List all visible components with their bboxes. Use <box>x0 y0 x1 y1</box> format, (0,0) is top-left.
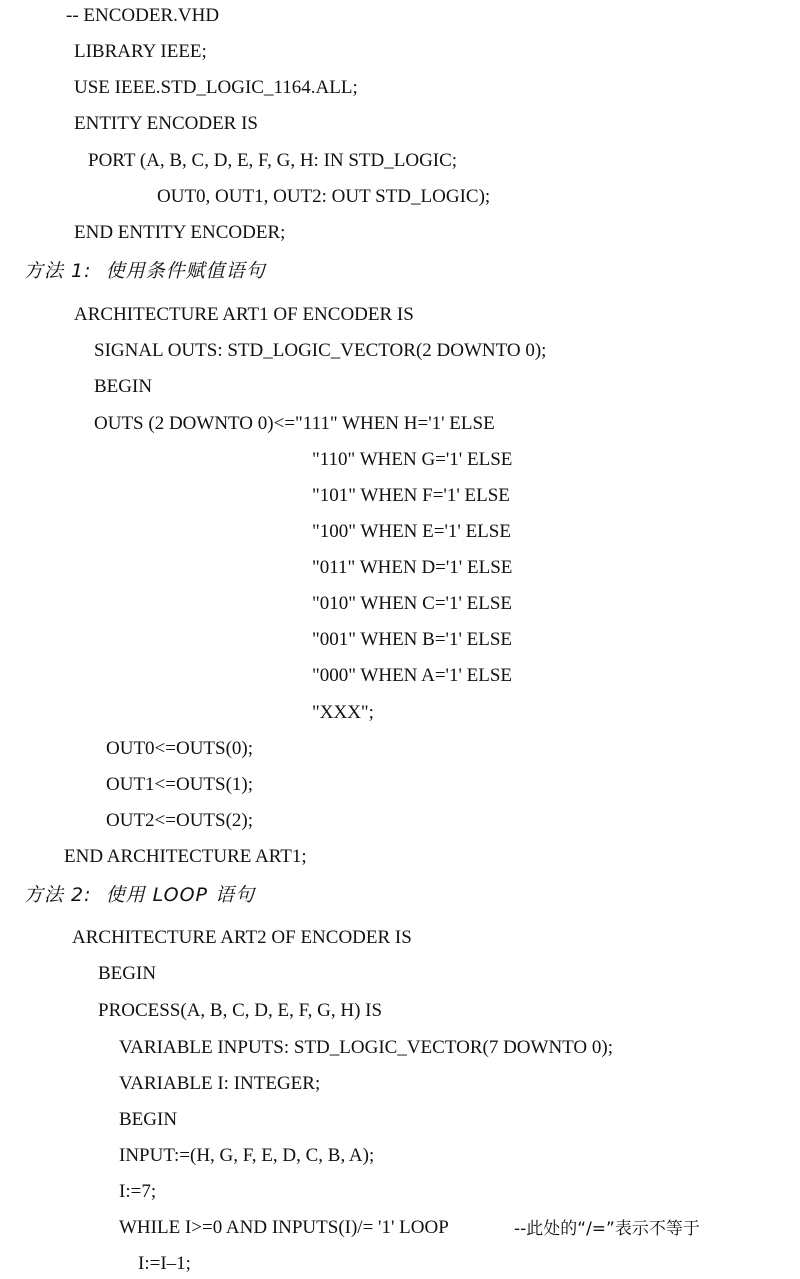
code-line-assign: "011" WHEN D='1' ELSE <box>312 557 513 578</box>
code-line-process: PROCESS(A, B, C, D, E, F, G, H) IS <box>98 1000 383 1021</box>
code-line-assign: "101" WHEN F='1' ELSE <box>312 485 510 506</box>
code-line-filename-comment: -- ENCODER.VHD <box>66 5 220 26</box>
code-line-assign: "000" WHEN A='1' ELSE <box>312 665 513 686</box>
code-line-assign: "110" WHEN G='1' ELSE <box>312 449 513 470</box>
code-line-use: USE IEEE.STD_LOGIC_1164.ALL; <box>74 77 358 98</box>
code-line-out0: OUT0<=OUTS(0); <box>106 738 254 759</box>
code-line-decrement: I:=I–1; <box>138 1253 191 1274</box>
code-line-i-init: I:=7; <box>119 1181 157 1202</box>
code-line-port-outputs: OUT0, OUT1, OUT2: OUT STD_LOGIC); <box>157 186 491 207</box>
code-line-while-loop: WHILE I>=0 AND INPUTS(I)/= '1' LOOP <box>119 1217 449 1238</box>
code-line-var-i: VARIABLE I: INTEGER; <box>119 1073 321 1094</box>
code-line-port-inputs: PORT (A, B, C, D, E, F, G, H: IN STD_LOGIC; <box>88 150 458 171</box>
code-line-out1: OUT1<=OUTS(1); <box>106 774 254 795</box>
code-line-end-entity: END ENTITY ENCODER; <box>74 222 286 243</box>
method2-heading: 方法 2: 使用 LOOP 语句 <box>24 884 256 906</box>
code-line-var-inputs: VARIABLE INPUTS: STD_LOGIC_VECTOR(7 DOWNTO 0); <box>119 1037 613 1058</box>
code-line-assign: "100" WHEN E='1' ELSE <box>312 521 511 542</box>
code-line-begin2: BEGIN <box>98 963 157 984</box>
code-line-assign: "XXX"; <box>312 702 374 723</box>
code-line-arch1: ARCHITECTURE ART1 OF ENCODER IS <box>74 304 414 325</box>
code-line-assign: "001" WHEN B='1' ELSE <box>312 629 513 650</box>
code-line-out2: OUT2<=OUTS(2); <box>106 810 254 831</box>
code-line-begin1: BEGIN <box>94 376 153 397</box>
method1-heading: 方法 1: 使用条件赋值语句 <box>24 260 266 282</box>
code-line-signal: SIGNAL OUTS: STD_LOGIC_VECTOR(2 DOWNTO 0); <box>94 340 547 361</box>
code-line-begin3: BEGIN <box>119 1109 178 1130</box>
code-line-library: LIBRARY IEEE; <box>74 41 207 62</box>
code-comment-not-equal: --此处的“/=”表示不等于 <box>514 1219 700 1239</box>
code-line-arch2: ARCHITECTURE ART2 OF ENCODER IS <box>72 927 412 948</box>
code-line-assign: "010" WHEN C='1' ELSE <box>312 593 513 614</box>
code-line-assign-first: OUTS (2 DOWNTO 0)<="111" WHEN H='1' ELSE <box>94 413 495 434</box>
code-line-input-assign: INPUT:=(H, G, F, E, D, C, B, A); <box>119 1145 375 1166</box>
code-line-end-arch1: END ARCHITECTURE ART1; <box>64 846 307 867</box>
code-line-entity: ENTITY ENCODER IS <box>74 113 258 134</box>
